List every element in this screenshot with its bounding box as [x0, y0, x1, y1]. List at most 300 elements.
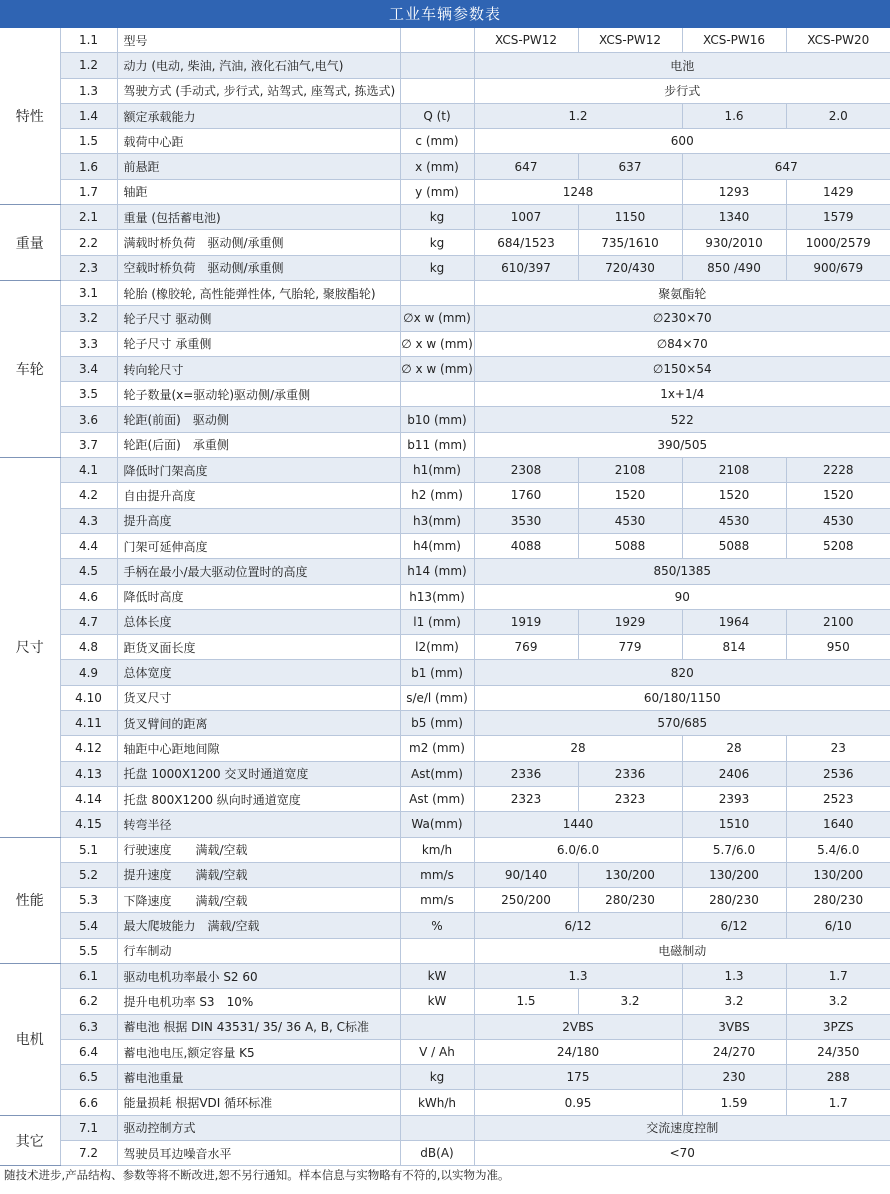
value-cell: 2323	[474, 786, 578, 811]
value-cell: 60/180/1150	[474, 685, 890, 710]
table-title: 工业车辆参数表	[0, 0, 890, 28]
parameter-name: 满载时桥负荷 驱动侧/承重侧	[117, 230, 400, 255]
parameter-name: 轮子尺寸 承重侧	[117, 331, 400, 356]
value-cell: 聚氨酯轮	[474, 280, 890, 305]
value-cell: XCS-PW20	[786, 28, 890, 53]
parameter-name: 提升高度	[117, 508, 400, 533]
row-number: 4.8	[60, 635, 117, 660]
table-row	[0, 1014, 890, 1039]
table-row	[0, 1065, 890, 1090]
value-cell: 900/679	[786, 255, 890, 280]
table-row	[0, 255, 890, 280]
row-number: 6.2	[60, 989, 117, 1014]
value-cell: 2100	[786, 609, 890, 634]
value-cell: 1293	[682, 179, 786, 204]
value-cell: 24/180	[474, 1039, 682, 1064]
value-cell: 175	[474, 1065, 682, 1090]
parameter-name: 空载时桥负荷 驱动侧/承重侧	[117, 255, 400, 280]
value-cell: 2406	[682, 761, 786, 786]
row-number: 5.3	[60, 888, 117, 913]
value-cell: 610/397	[474, 255, 578, 280]
value-cell: 2323	[578, 786, 682, 811]
value-cell: 6/10	[786, 913, 890, 938]
parameter-unit: kg	[400, 255, 474, 280]
row-number: 4.4	[60, 533, 117, 558]
table-row	[0, 508, 890, 533]
table-row	[0, 938, 890, 963]
value-cell: 5208	[786, 533, 890, 558]
value-cell: 23	[786, 736, 890, 761]
row-number: 5.2	[60, 862, 117, 887]
value-cell: 930/2010	[682, 230, 786, 255]
value-cell: 4530	[786, 508, 890, 533]
row-number: 3.5	[60, 382, 117, 407]
parameter-unit: kW	[400, 989, 474, 1014]
value-cell: 2336	[474, 761, 578, 786]
parameter-unit: kg	[400, 1065, 474, 1090]
value-cell: 6.0/6.0	[474, 837, 682, 862]
table-row	[0, 1039, 890, 1064]
parameter-unit: Wa(mm)	[400, 812, 474, 837]
row-number: 3.2	[60, 306, 117, 331]
value-cell: 1440	[474, 812, 682, 837]
row-number: 6.4	[60, 1039, 117, 1064]
value-cell: XCS-PW16	[682, 28, 786, 53]
parameter-unit: Q (t)	[400, 103, 474, 128]
value-cell: 850/1385	[474, 559, 890, 584]
value-cell: 600	[474, 129, 890, 154]
value-cell: 1520	[578, 483, 682, 508]
table-row	[0, 786, 890, 811]
parameter-unit	[400, 53, 474, 78]
row-number: 4.15	[60, 812, 117, 837]
value-cell: 5.7/6.0	[682, 837, 786, 862]
row-number: 3.6	[60, 407, 117, 432]
table-row	[0, 407, 890, 432]
value-cell: 2228	[786, 458, 890, 483]
parameter-unit: Ast(mm)	[400, 761, 474, 786]
parameter-unit: b5 (mm)	[400, 711, 474, 736]
parameter-name: 轮距(前面) 驱动侧	[117, 407, 400, 432]
table-row	[0, 761, 890, 786]
parameter-unit: x (mm)	[400, 154, 474, 179]
parameter-name: 货叉臂间的距离	[117, 711, 400, 736]
parameter-unit: c (mm)	[400, 129, 474, 154]
parameter-name: 提升电机功率 S3 10%	[117, 989, 400, 1014]
row-number: 5.1	[60, 837, 117, 862]
row-number: 5.5	[60, 938, 117, 963]
group-label: 车轮	[0, 280, 60, 457]
parameter-name: 转弯半径	[117, 812, 400, 837]
value-cell: 0.95	[474, 1090, 682, 1115]
table-row	[0, 533, 890, 558]
parameter-name: 总体宽度	[117, 660, 400, 685]
parameter-unit: b1 (mm)	[400, 660, 474, 685]
value-cell: ∅84×70	[474, 331, 890, 356]
value-cell: 1x+1/4	[474, 382, 890, 407]
value-cell: 4530	[578, 508, 682, 533]
parameter-name: 蓄电池电压,额定容量 K5	[117, 1039, 400, 1064]
parameter-unit: mm/s	[400, 888, 474, 913]
parameter-unit: ∅ x w (mm)	[400, 356, 474, 381]
value-cell: 1340	[682, 205, 786, 230]
value-cell: 24/350	[786, 1039, 890, 1064]
value-cell: 6/12	[474, 913, 682, 938]
parameter-unit: l2(mm)	[400, 635, 474, 660]
table-row	[0, 179, 890, 204]
value-cell: 1429	[786, 179, 890, 204]
parameter-unit	[400, 28, 474, 53]
parameter-unit	[400, 1115, 474, 1140]
parameter-name: 轴距中心距地间隙	[117, 736, 400, 761]
value-cell: 2308	[474, 458, 578, 483]
table-row	[0, 1115, 890, 1140]
value-cell: 684/1523	[474, 230, 578, 255]
value-cell: 769	[474, 635, 578, 660]
value-cell: 288	[786, 1065, 890, 1090]
group-label: 尺寸	[0, 458, 60, 837]
value-cell: 电磁制动	[474, 938, 890, 963]
parameter-unit: h13(mm)	[400, 584, 474, 609]
spec-table	[0, 28, 890, 1166]
parameter-unit	[400, 382, 474, 407]
table-row	[0, 1141, 890, 1166]
value-cell: 1510	[682, 812, 786, 837]
table-row	[0, 103, 890, 128]
parameter-name: 距货叉面长度	[117, 635, 400, 660]
value-cell: 647	[682, 154, 890, 179]
value-cell: 1964	[682, 609, 786, 634]
value-cell: 6/12	[682, 913, 786, 938]
row-number: 4.12	[60, 736, 117, 761]
table-row	[0, 609, 890, 634]
table-row	[0, 736, 890, 761]
value-cell: 2108	[682, 458, 786, 483]
parameter-unit: l1 (mm)	[400, 609, 474, 634]
group-label: 性能	[0, 837, 60, 963]
parameter-name: 手柄在最小/最大驱动位置时的高度	[117, 559, 400, 584]
row-number: 2.3	[60, 255, 117, 280]
parameter-name: 轮胎 (橡胶轮, 高性能弹性体, 气胎轮, 聚胺酯轮)	[117, 280, 400, 305]
value-cell: 720/430	[578, 255, 682, 280]
table-row	[0, 559, 890, 584]
value-cell: 1.3	[682, 963, 786, 988]
table-row	[0, 963, 890, 988]
value-cell: 1.7	[786, 963, 890, 988]
row-number: 3.7	[60, 432, 117, 457]
parameter-name: 下降速度 满载/空载	[117, 888, 400, 913]
value-cell: 1150	[578, 205, 682, 230]
parameter-unit: h4(mm)	[400, 533, 474, 558]
row-number: 1.3	[60, 78, 117, 103]
row-number: 2.1	[60, 205, 117, 230]
value-cell: XCS-PW12	[578, 28, 682, 53]
value-cell: 2108	[578, 458, 682, 483]
value-cell: 570/685	[474, 711, 890, 736]
parameter-unit: kg	[400, 205, 474, 230]
row-number: 4.14	[60, 786, 117, 811]
parameter-name: 额定承载能力	[117, 103, 400, 128]
parameter-name: 轮距(后面) 承重侧	[117, 432, 400, 457]
row-number: 4.10	[60, 685, 117, 710]
parameter-name: 驱动电机功率最小 S2 60	[117, 963, 400, 988]
table-row	[0, 660, 890, 685]
value-cell: 2536	[786, 761, 890, 786]
value-cell: 3VBS	[682, 1014, 786, 1039]
parameter-unit: kg	[400, 230, 474, 255]
group-label: 重量	[0, 205, 60, 281]
table-row	[0, 230, 890, 255]
parameter-name: 降低时门架高度	[117, 458, 400, 483]
value-cell: 2523	[786, 786, 890, 811]
value-cell: 28	[682, 736, 786, 761]
value-cell: 1.7	[786, 1090, 890, 1115]
parameter-unit	[400, 938, 474, 963]
value-cell: 647	[474, 154, 578, 179]
value-cell: 950	[786, 635, 890, 660]
parameter-unit: y (mm)	[400, 179, 474, 204]
table-row	[0, 837, 890, 862]
value-cell: ∅150×54	[474, 356, 890, 381]
parameter-unit: %	[400, 913, 474, 938]
spec-table-body	[0, 28, 890, 1166]
parameter-unit: mm/s	[400, 862, 474, 887]
row-number: 4.6	[60, 584, 117, 609]
table-row	[0, 483, 890, 508]
parameter-name: 轮子尺寸 驱动侧	[117, 306, 400, 331]
parameter-unit: dB(A)	[400, 1141, 474, 1166]
value-cell: 130/200	[682, 862, 786, 887]
parameter-unit: b10 (mm)	[400, 407, 474, 432]
value-cell: 步行式	[474, 78, 890, 103]
parameter-name: 托盘 1000X1200 交叉时通道宽度	[117, 761, 400, 786]
parameter-name: 驾驶员耳边噪音水平	[117, 1141, 400, 1166]
row-number: 3.4	[60, 356, 117, 381]
row-number: 1.6	[60, 154, 117, 179]
row-number: 7.1	[60, 1115, 117, 1140]
row-number: 6.5	[60, 1065, 117, 1090]
value-cell: 3PZS	[786, 1014, 890, 1039]
value-cell: 3.2	[578, 989, 682, 1014]
value-cell: 1520	[682, 483, 786, 508]
parameter-unit: b11 (mm)	[400, 432, 474, 457]
row-number: 4.1	[60, 458, 117, 483]
table-row	[0, 913, 890, 938]
parameter-unit: kW	[400, 963, 474, 988]
parameter-name: 最大爬坡能力 满载/空载	[117, 913, 400, 938]
value-cell: 637	[578, 154, 682, 179]
table-row	[0, 888, 890, 913]
row-number: 4.13	[60, 761, 117, 786]
value-cell: 850 /490	[682, 255, 786, 280]
value-cell: 280/230	[682, 888, 786, 913]
value-cell: 3.2	[786, 989, 890, 1014]
parameter-unit: h1(mm)	[400, 458, 474, 483]
parameter-unit: ∅x w (mm)	[400, 306, 474, 331]
value-cell: 1760	[474, 483, 578, 508]
parameter-name: 总体长度	[117, 609, 400, 634]
table-row	[0, 432, 890, 457]
value-cell: 90/140	[474, 862, 578, 887]
value-cell: 3530	[474, 508, 578, 533]
row-number: 4.11	[60, 711, 117, 736]
value-cell: 1929	[578, 609, 682, 634]
value-cell: 2.0	[786, 103, 890, 128]
value-cell: <70	[474, 1141, 890, 1166]
value-cell: 28	[474, 736, 682, 761]
parameter-name: 门架可延伸高度	[117, 533, 400, 558]
value-cell: 779	[578, 635, 682, 660]
footnote: 随技术进步,产品结构、参数等将不断改进,恕不另行通知。样本信息与实物略有不符的,以实物为准。	[4, 1168, 510, 1183]
value-cell: 3.2	[682, 989, 786, 1014]
group-label: 特性	[0, 28, 60, 205]
table-row	[0, 812, 890, 837]
value-cell: 280/230	[578, 888, 682, 913]
row-number: 4.7	[60, 609, 117, 634]
table-row	[0, 280, 890, 305]
parameter-name: 载荷中心距	[117, 129, 400, 154]
value-cell: 1579	[786, 205, 890, 230]
table-row	[0, 28, 890, 53]
table-row	[0, 685, 890, 710]
parameter-unit	[400, 78, 474, 103]
value-cell: 280/230	[786, 888, 890, 913]
value-cell: 230	[682, 1065, 786, 1090]
table-row	[0, 458, 890, 483]
value-cell: 1.5	[474, 989, 578, 1014]
parameter-unit	[400, 1014, 474, 1039]
parameter-name: 型号	[117, 28, 400, 53]
row-number: 4.2	[60, 483, 117, 508]
value-cell: 1.3	[474, 963, 682, 988]
value-cell: 2336	[578, 761, 682, 786]
value-cell: 1248	[474, 179, 682, 204]
row-number: 6.3	[60, 1014, 117, 1039]
table-row	[0, 584, 890, 609]
value-cell: 90	[474, 584, 890, 609]
value-cell: 814	[682, 635, 786, 660]
value-cell: 5088	[578, 533, 682, 558]
parameter-name: 驱动控制方式	[117, 1115, 400, 1140]
parameter-unit: kWh/h	[400, 1090, 474, 1115]
value-cell: 4530	[682, 508, 786, 533]
parameter-name: 货叉尺寸	[117, 685, 400, 710]
parameter-name: 能量损耗 根据VDI 循环标准	[117, 1090, 400, 1115]
value-cell: 1.6	[682, 103, 786, 128]
value-cell: 4088	[474, 533, 578, 558]
group-label: 电机	[0, 963, 60, 1115]
parameter-name: 行车制动	[117, 938, 400, 963]
parameter-name: 重量 (包括蓄电池)	[117, 205, 400, 230]
row-number: 7.2	[60, 1141, 117, 1166]
table-row	[0, 331, 890, 356]
parameter-name: 蓄电池重量	[117, 1065, 400, 1090]
value-cell: 24/270	[682, 1039, 786, 1064]
parameter-unit: h2 (mm)	[400, 483, 474, 508]
value-cell: 5088	[682, 533, 786, 558]
row-number: 2.2	[60, 230, 117, 255]
row-number: 3.3	[60, 331, 117, 356]
group-label: 其它	[0, 1115, 60, 1166]
parameter-unit: m2 (mm)	[400, 736, 474, 761]
table-row	[0, 53, 890, 78]
table-row	[0, 711, 890, 736]
parameter-name: 动力 (电动, 柴油, 汽油, 液化石油气,电气)	[117, 53, 400, 78]
table-row	[0, 154, 890, 179]
parameter-unit: Ast (mm)	[400, 786, 474, 811]
row-number: 4.5	[60, 559, 117, 584]
value-cell: 电池	[474, 53, 890, 78]
table-row	[0, 1090, 890, 1115]
parameter-name: 自由提升高度	[117, 483, 400, 508]
value-cell: 1919	[474, 609, 578, 634]
parameter-name: 轮子数量(x=驱动轮)驱动侧/承重侧	[117, 382, 400, 407]
row-number: 1.7	[60, 179, 117, 204]
value-cell: 2VBS	[474, 1014, 682, 1039]
row-number: 4.9	[60, 660, 117, 685]
row-number: 5.4	[60, 913, 117, 938]
parameter-name: 行驶速度 满载/空载	[117, 837, 400, 862]
table-row	[0, 382, 890, 407]
row-number: 6.6	[60, 1090, 117, 1115]
row-number: 1.5	[60, 129, 117, 154]
parameter-unit: h3(mm)	[400, 508, 474, 533]
table-row	[0, 635, 890, 660]
table-row	[0, 129, 890, 154]
value-cell: 1.59	[682, 1090, 786, 1115]
value-cell: 1640	[786, 812, 890, 837]
table-row	[0, 989, 890, 1014]
parameter-unit: s/e/l (mm)	[400, 685, 474, 710]
value-cell: 130/200	[786, 862, 890, 887]
value-cell: 1520	[786, 483, 890, 508]
value-cell: 390/505	[474, 432, 890, 457]
value-cell: 1.2	[474, 103, 682, 128]
parameter-unit: km/h	[400, 837, 474, 862]
value-cell: 交流速度控制	[474, 1115, 890, 1140]
parameter-name: 转向轮尺寸	[117, 356, 400, 381]
value-cell: 735/1610	[578, 230, 682, 255]
row-number: 1.2	[60, 53, 117, 78]
table-row	[0, 78, 890, 103]
value-cell: 820	[474, 660, 890, 685]
parameter-unit: V / Ah	[400, 1039, 474, 1064]
table-row	[0, 205, 890, 230]
parameter-name: 前悬距	[117, 154, 400, 179]
parameter-name: 降低时高度	[117, 584, 400, 609]
value-cell: 5.4/6.0	[786, 837, 890, 862]
parameter-name: 蓄电池 根据 DIN 43531/ 35/ 36 A, B, C标准	[117, 1014, 400, 1039]
row-number: 6.1	[60, 963, 117, 988]
value-cell: 2393	[682, 786, 786, 811]
parameter-name: 托盘 800X1200 纵向时通道宽度	[117, 786, 400, 811]
value-cell: ∅230×70	[474, 306, 890, 331]
value-cell: 522	[474, 407, 890, 432]
parameter-name: 驾驶方式 (手动式, 步行式, 站驾式, 座驾式, 拣选式)	[117, 78, 400, 103]
table-row	[0, 862, 890, 887]
value-cell: XCS-PW12	[474, 28, 578, 53]
value-cell: 250/200	[474, 888, 578, 913]
parameter-unit: h14 (mm)	[400, 559, 474, 584]
row-number: 3.1	[60, 280, 117, 305]
value-cell: 1007	[474, 205, 578, 230]
row-number: 4.3	[60, 508, 117, 533]
value-cell: 130/200	[578, 862, 682, 887]
parameter-name: 轴距	[117, 179, 400, 204]
parameter-unit: ∅ x w (mm)	[400, 331, 474, 356]
row-number: 1.1	[60, 28, 117, 53]
table-row	[0, 356, 890, 381]
